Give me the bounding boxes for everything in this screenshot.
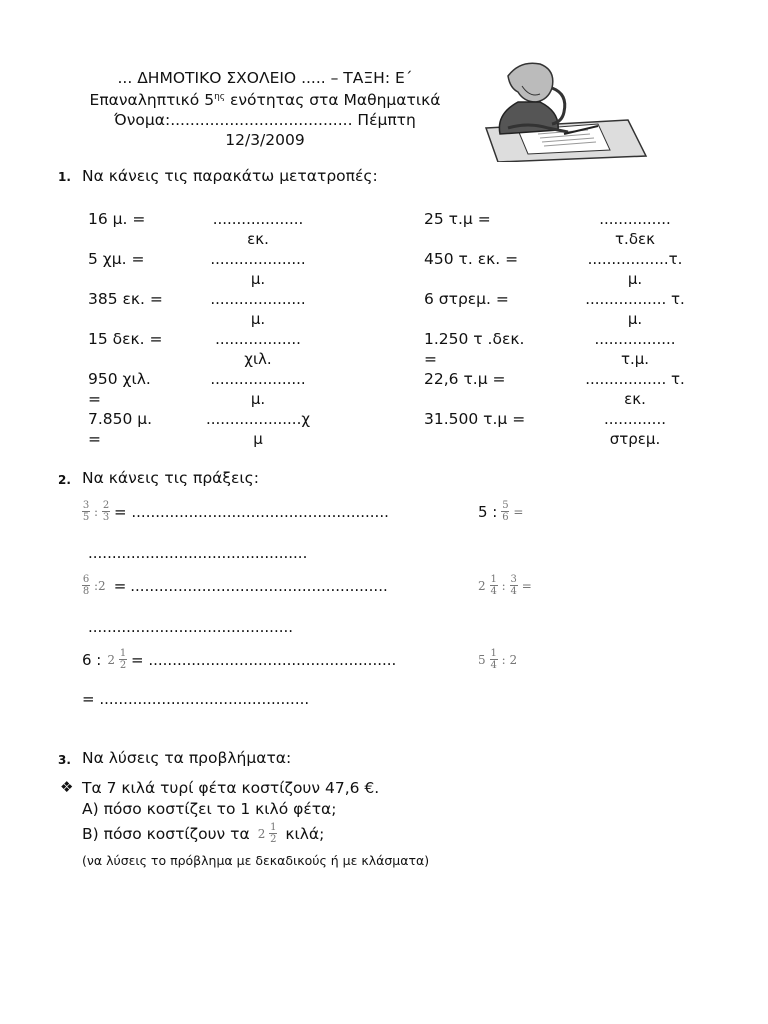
answer-dots: .................. xyxy=(215,330,301,348)
op-div: : xyxy=(94,504,99,519)
conversion-label: 385 εκ. = xyxy=(88,290,163,308)
answer-dots: .................τ. xyxy=(587,250,683,268)
q1-instruction: Να κάνεις τις παρακάτω μετατροπές: xyxy=(82,167,378,185)
problem-statement: Τα 7 κιλά τυρί φέτα κοστίζουν 47,6 €. xyxy=(82,779,380,797)
conversion-label: 16 μ. = xyxy=(88,210,146,228)
target-unit: τ.δεκ xyxy=(615,230,655,248)
equals-sign: = xyxy=(113,576,127,595)
answer-dots: ................. τ. xyxy=(585,370,685,388)
conversion-label: 5 χμ. = xyxy=(88,250,145,268)
target-unit: εκ. xyxy=(624,390,646,408)
answer-dots: ................. τ. xyxy=(585,290,685,308)
fraction: $\frac{3}{4}$ xyxy=(510,574,517,597)
conversion-label: 6 στρεμ. = xyxy=(424,290,509,308)
fraction: $\frac{1}{4}$ xyxy=(490,574,497,597)
answer-dots: ............. xyxy=(604,410,666,428)
fraction: $\frac{1}{4}$ xyxy=(490,648,497,671)
equals-sign: = xyxy=(521,578,532,593)
answer-dots: ................. xyxy=(594,330,676,348)
expr4-continuation-dots: ........................................... xyxy=(88,618,294,636)
op-div-2: :2 xyxy=(94,578,106,593)
target-unit: τ.μ. xyxy=(620,350,650,368)
conversion-label: 31.500 τ.μ = xyxy=(424,410,526,428)
answer-dots: .................... xyxy=(210,290,306,308)
target-unit: εκ. xyxy=(247,230,269,248)
target-unit: στρεμ. xyxy=(609,430,661,448)
answer-dots: .................... xyxy=(210,370,306,388)
expr-prefix: 5 : xyxy=(478,502,498,521)
school-line: ... ΔΗΜΟΤΙΚΟ ΣΧΟΛΕΙΟ ..... – ΤΑΞΗ: Ε΄ xyxy=(117,69,413,87)
fraction: $\frac{2}{3}$ xyxy=(102,500,110,523)
answer-dots: ............... xyxy=(599,210,671,228)
expr2-continuation-dots: .............................................. xyxy=(88,544,308,562)
q3-number: 3. xyxy=(58,753,71,767)
fraction: $\frac{5}{6}$ xyxy=(502,500,509,523)
conversion-label: 1.250 τ .δεκ. xyxy=(424,330,525,348)
title-text-rest: ενότητας στα Μαθηματικά xyxy=(225,91,441,109)
expr6-continuation: = ............................................ xyxy=(82,690,310,708)
question-b: Β) πόσο κοστίζουν τα 2 $\frac{1}{2}$ κιλά; xyxy=(82,822,325,845)
student-writing-clipart xyxy=(478,58,648,162)
target-unit: μ xyxy=(253,430,263,448)
expr-6-8-div-2 xyxy=(82,574,388,597)
q1-number: 1. xyxy=(58,170,71,184)
fraction: $\frac{1}{2}$ xyxy=(270,822,277,845)
fraction: $\frac{6}{8}$ xyxy=(82,574,90,597)
expr-5-div-5-6 xyxy=(478,500,523,523)
question-b-text: Β) πόσο κοστίζουν τα xyxy=(82,824,250,843)
conversion-label: 25 τ.μ = xyxy=(424,210,491,228)
conversion-label: 7.850 μ. xyxy=(88,410,153,428)
target-unit: μ. xyxy=(250,310,266,328)
target-unit: μ. xyxy=(627,310,643,328)
conversion-label: 15 δεκ. = xyxy=(88,330,163,348)
answer-dots: ....................χ xyxy=(205,410,311,428)
answer-dots: = ...................................................... xyxy=(114,502,389,521)
expr-3-5-div-2-3 xyxy=(82,500,389,523)
title-superscript: ης xyxy=(214,91,226,102)
target-unit: μ. xyxy=(250,270,266,288)
answer-dots: ...................................................... xyxy=(130,576,388,595)
equals-sign: = xyxy=(513,504,524,519)
op-div: : xyxy=(501,578,506,593)
fraction: $\frac{3}{5}$ xyxy=(82,500,90,523)
expr-6-div-2-1-2: 6 : 2 $\frac{1}{2}$ = .................................................... xyxy=(82,648,397,671)
title-text: Επαναληπτικό 5 xyxy=(89,91,215,109)
question-a: Α) πόσο κοστίζει το 1 κιλό φέτα; xyxy=(82,800,337,818)
question-b-text-end: κιλά; xyxy=(285,824,325,843)
conversion-equals: = xyxy=(424,350,437,368)
op-div-2: : 2 xyxy=(501,652,518,667)
date-line: 12/3/2009 xyxy=(225,131,305,149)
bullet-icon: ❖ xyxy=(60,778,74,796)
answer-dots: = .................................................... xyxy=(131,650,397,669)
solving-note: (να λύσεις το πρόβλημα με δεκαδικούς ή με κλάσματα) xyxy=(82,853,430,868)
answer-dots: ................... xyxy=(212,210,304,228)
target-unit: χιλ. xyxy=(244,350,272,368)
name-day-line: Όνομα:..................................... Πέμπτη xyxy=(114,111,416,129)
q2-instruction: Να κάνεις τις πράξεις: xyxy=(82,469,259,487)
target-unit: μ. xyxy=(250,390,266,408)
conversion-label: 22,6 τ.μ = xyxy=(424,370,506,388)
q3-instruction: Να λύσεις τα προβλήματα: xyxy=(82,749,292,767)
answer-dots: .................... xyxy=(210,250,306,268)
fraction: $\frac{1}{2}$ xyxy=(119,648,127,671)
q2-number: 2. xyxy=(58,473,71,487)
worksheet-title xyxy=(40,90,490,110)
conversion-equals: = xyxy=(88,430,101,448)
expr-prefix: 6 : xyxy=(82,650,102,669)
conversion-equals: = xyxy=(88,390,101,408)
target-unit: μ. xyxy=(627,270,643,288)
expr-mixed-2-1-4-div-3-4: 2 $\frac{1}{4}$ : $\frac{3}{4}$ = xyxy=(478,574,532,597)
conversion-label: 450 τ. εκ. = xyxy=(424,250,519,268)
conversion-label: 950 χιλ. xyxy=(88,370,151,388)
expr-mixed-5-1-4-div-2: 5 $\frac{1}{4}$ : 2 xyxy=(478,648,518,671)
